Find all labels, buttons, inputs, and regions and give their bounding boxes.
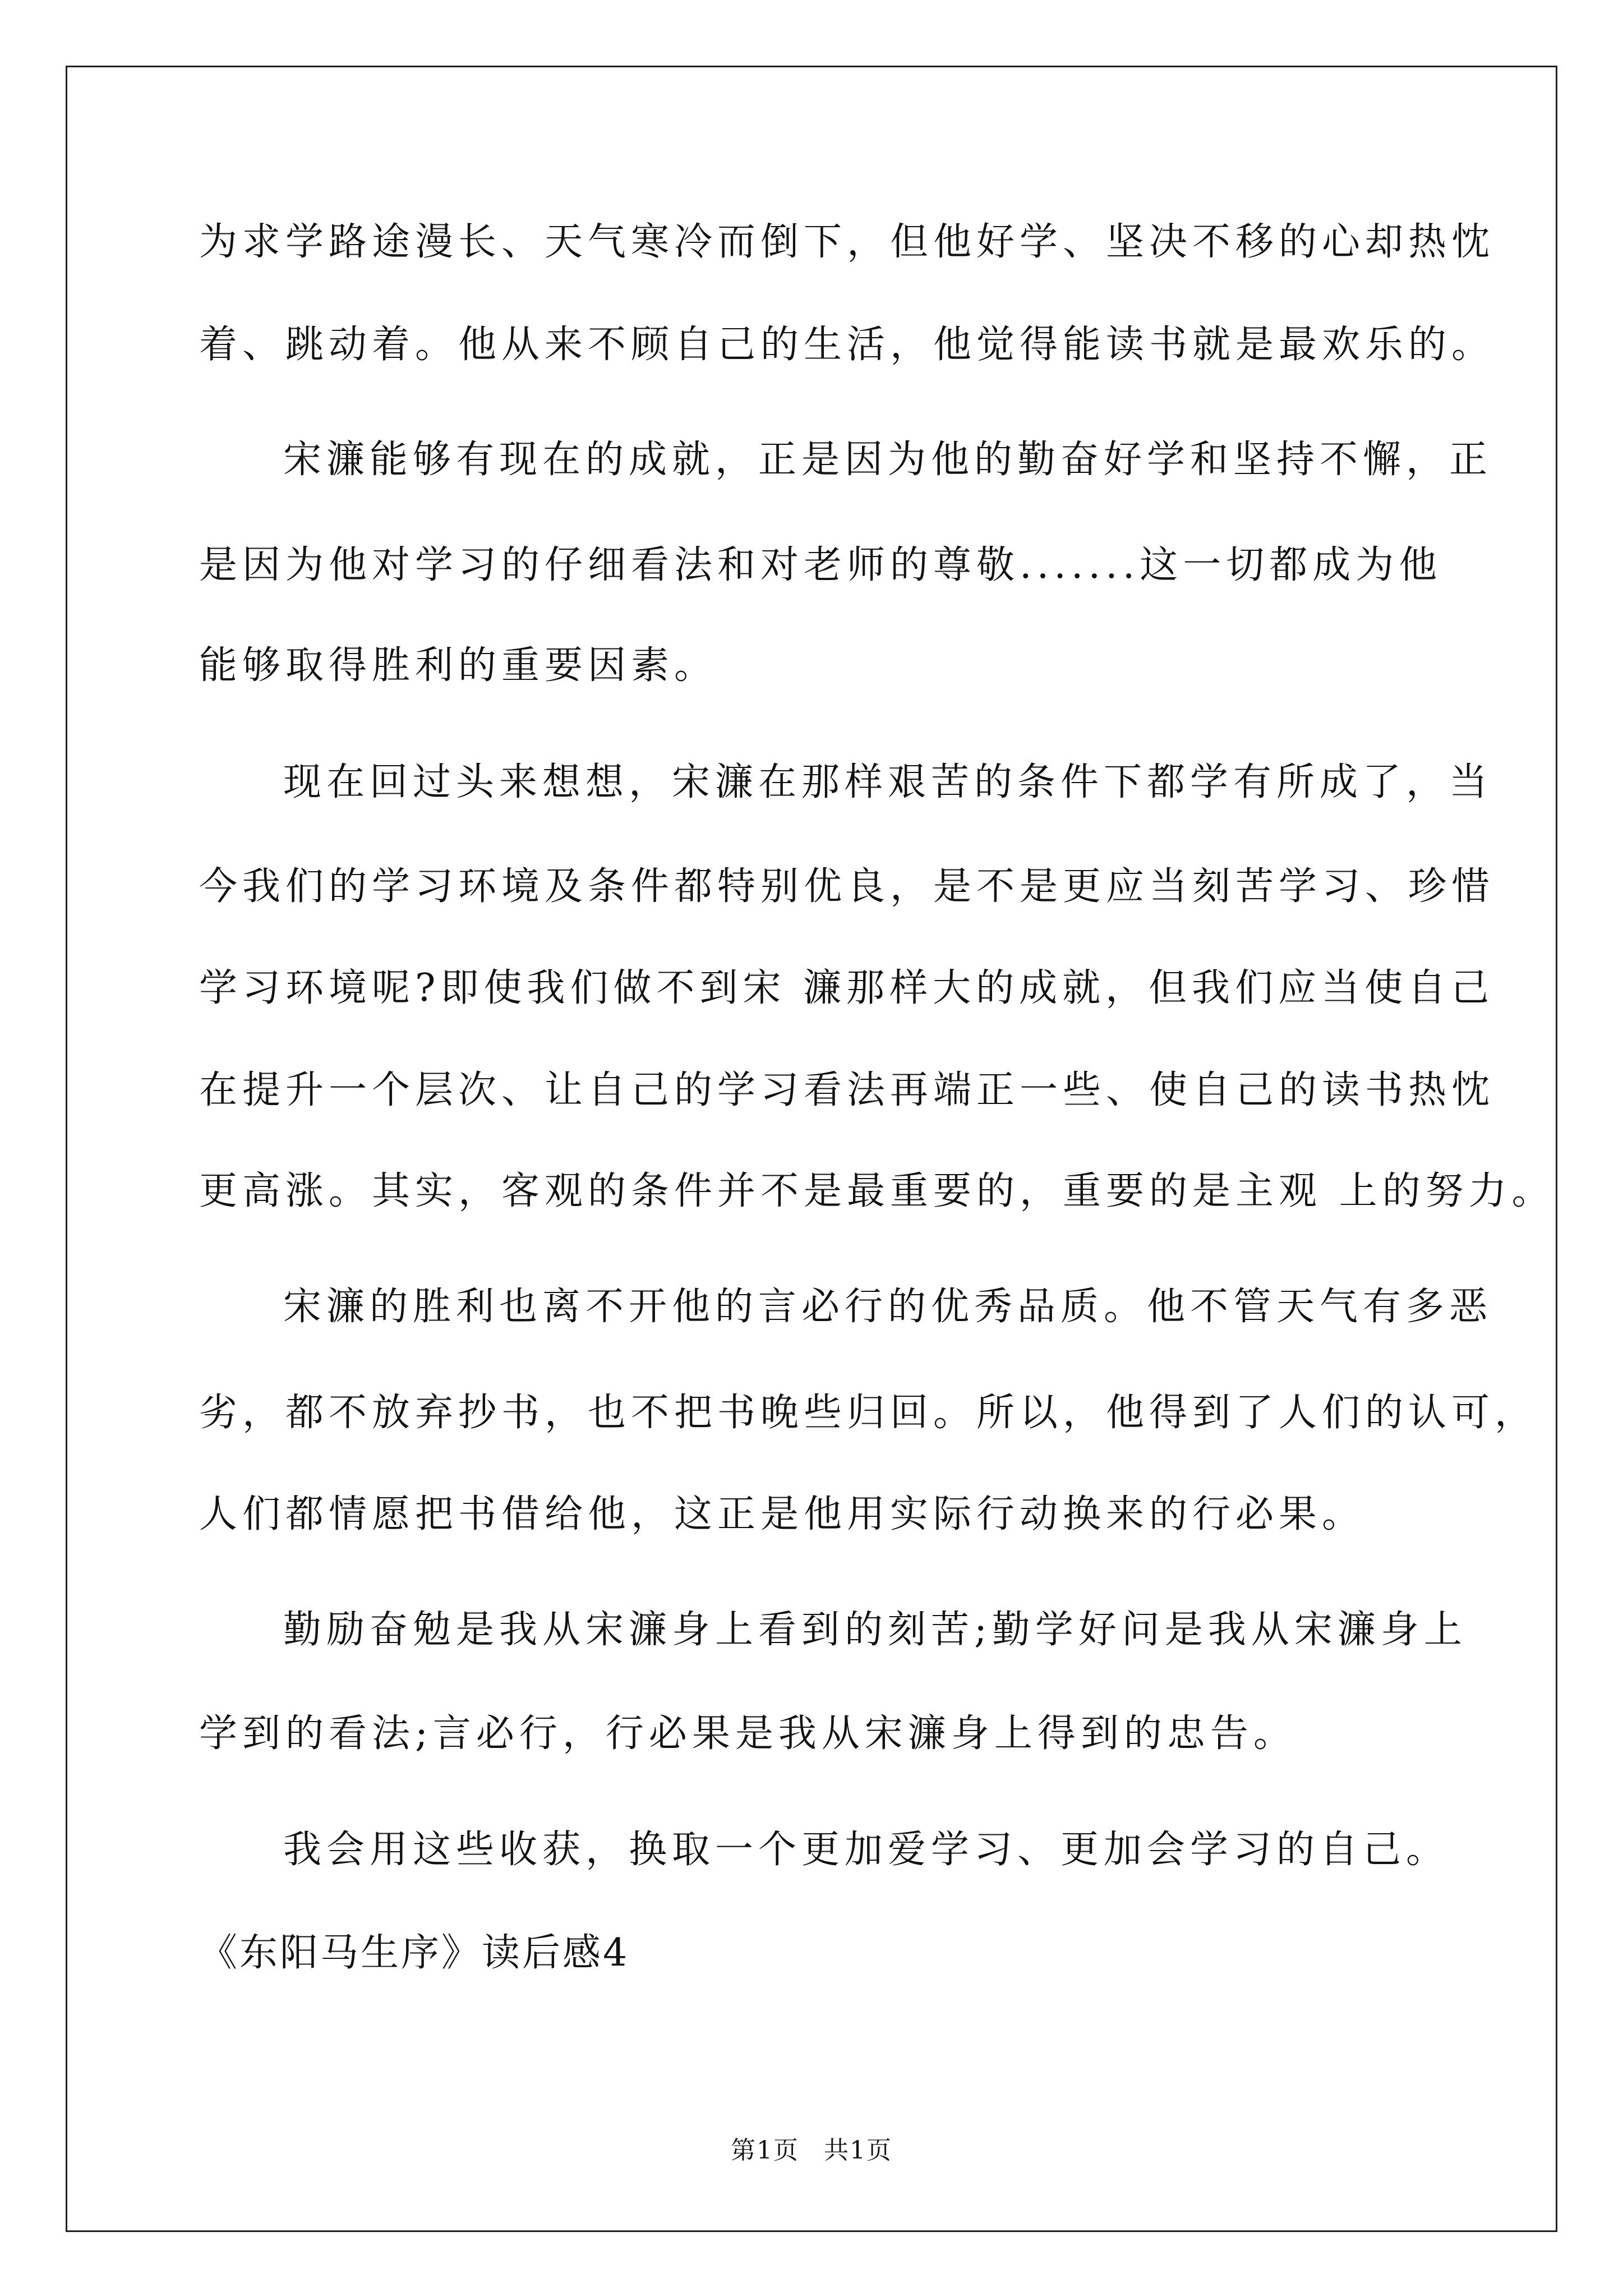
text-line: 是因为他对学习的仔细看法和对老师的尊敬.......这一切都成为他 — [199, 543, 1442, 587]
paragraph-start-line: 宋濂能够有现在的成就，正是因为他的勤奋好学和坚持不懈，正 — [283, 438, 1493, 482]
text-line: 在提升一个层次、让自己的学习看法再端正一些、使自己的读书热忱 — [199, 1068, 1495, 1112]
section-heading: 《东阳马生序》读后感4 — [199, 1931, 630, 1975]
text-line: 今我们的学习环境及条件都特别优良，是不是更应当刻苦学习、珍惜 — [199, 864, 1495, 909]
page-total: 共1页 — [824, 2136, 892, 2165]
text-line: 劣，都不放弃抄书，也不把书晚些归回。所以，他得到了人们的认可， — [199, 1391, 1538, 1435]
paragraph-start-line: 勤励奋勉是我从宋濂身上看到的刻苦;勤学好问是我从宋濂身上 — [283, 1608, 1467, 1652]
page-number: 第1页 — [731, 2136, 799, 2165]
page-footer — [0, 2136, 1623, 2165]
text-line: 学到的看法;言必行，行必果是我从宋濂身上得到的忠告。 — [199, 1711, 1297, 1756]
page-border — [66, 66, 1557, 2232]
paragraph-start-line: 现在回过头来想想，宋濂在那样艰苦的条件下都学有所成了，当 — [283, 760, 1493, 804]
text-line: 能够取得胜利的重要因素。 — [199, 643, 718, 688]
text-line: 为求学路途漫长、天气寒冷而倒下，但他好学、坚决不移的心却热忱 — [199, 220, 1495, 264]
text-line: 着、跳动着。他从来不顾自己的生活，他觉得能读书就是最欢乐的。 — [199, 323, 1495, 367]
text-line: 学习环境呢?即使我们做不到宋 濂那样大的成就，但我们应当使自己 — [199, 966, 1495, 1010]
paragraph-start-line: 宋濂的胜利也离不开他的言必行的优秀品质。他不管天气有多恶 — [283, 1285, 1493, 1329]
text-line: 人们都情愿把书借给他，这正是他用实际行动换来的行必果。 — [199, 1492, 1366, 1536]
paragraph-start-line: 我会用这些收获，换取一个更加爱学习、更加会学习的自己。 — [283, 1828, 1450, 1872]
text-line: 更高涨。其实，客观的条件并不是最重要的，重要的是主观 上的努力。 — [199, 1169, 1555, 1213]
